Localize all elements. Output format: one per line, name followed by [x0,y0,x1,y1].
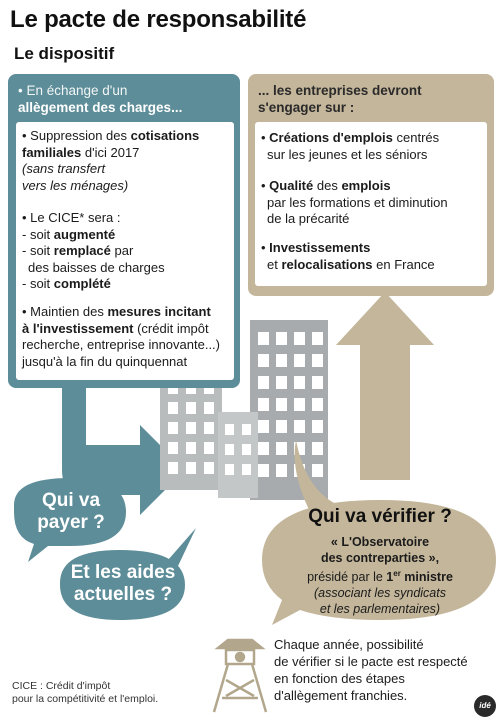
charges-panel-header [18,82,232,116]
commitments-header-line2: s'engager sur : [258,100,355,115]
page-title: Le pacte de responsabilité [10,6,307,33]
list-item: • Maintien des mesures incitant à l'investissement (crédit impôt recherche, entreprise innovante...) jusqu'à la fin du quinquennat [22,304,220,369]
who-pays-text: Qui va payer ? [37,490,105,533]
list-item: • Créations d'emplois centrés sur les jeunes et les séniors [261,130,440,162]
ide-logo: idé [474,695,496,717]
charges-list [16,122,234,380]
verify-title: Qui va vérifier ? [308,506,452,527]
commitments-header-line1: ... les entreprises devront [258,83,422,98]
charges-header-line2: allègement des charges... [18,100,183,115]
yearly-check-text: Chaque année, possibilité de vérifier si le pacte est respecté en fonction des étapes d'allègement franchies. [274,637,468,703]
verify-body: « L'Observatoire des contreparties », présidé par le 1er ministre (associant les syndicats et les parlementaires) [307,535,453,617]
beige-arrow [336,292,434,480]
list-item: • Suppression des cotisations familiales d'ici 2017 (sans transfert vers les ménages) [22,128,200,193]
commitments-panel-header [258,82,488,116]
list-item: • Le CICE* sera : - soit augmenté - soit remplacé par des baisses de charges - soit complété [22,210,165,291]
commitments-list [255,122,487,286]
watchtower-icon [214,640,266,712]
list-item: • Qualité des emplois par les formations et diminution de la précarité [261,178,448,226]
footnote: CICE : Crédit d'impôt pour la compétitivité et l'emploi. [12,680,159,705]
aids-text: Et les aides actuelles ? [70,562,176,605]
charges-header-line1: • En échange d'un [18,83,128,98]
list-item: • Investissements et relocalisations en France [261,240,435,272]
page-subtitle: Le dispositif [14,44,115,63]
